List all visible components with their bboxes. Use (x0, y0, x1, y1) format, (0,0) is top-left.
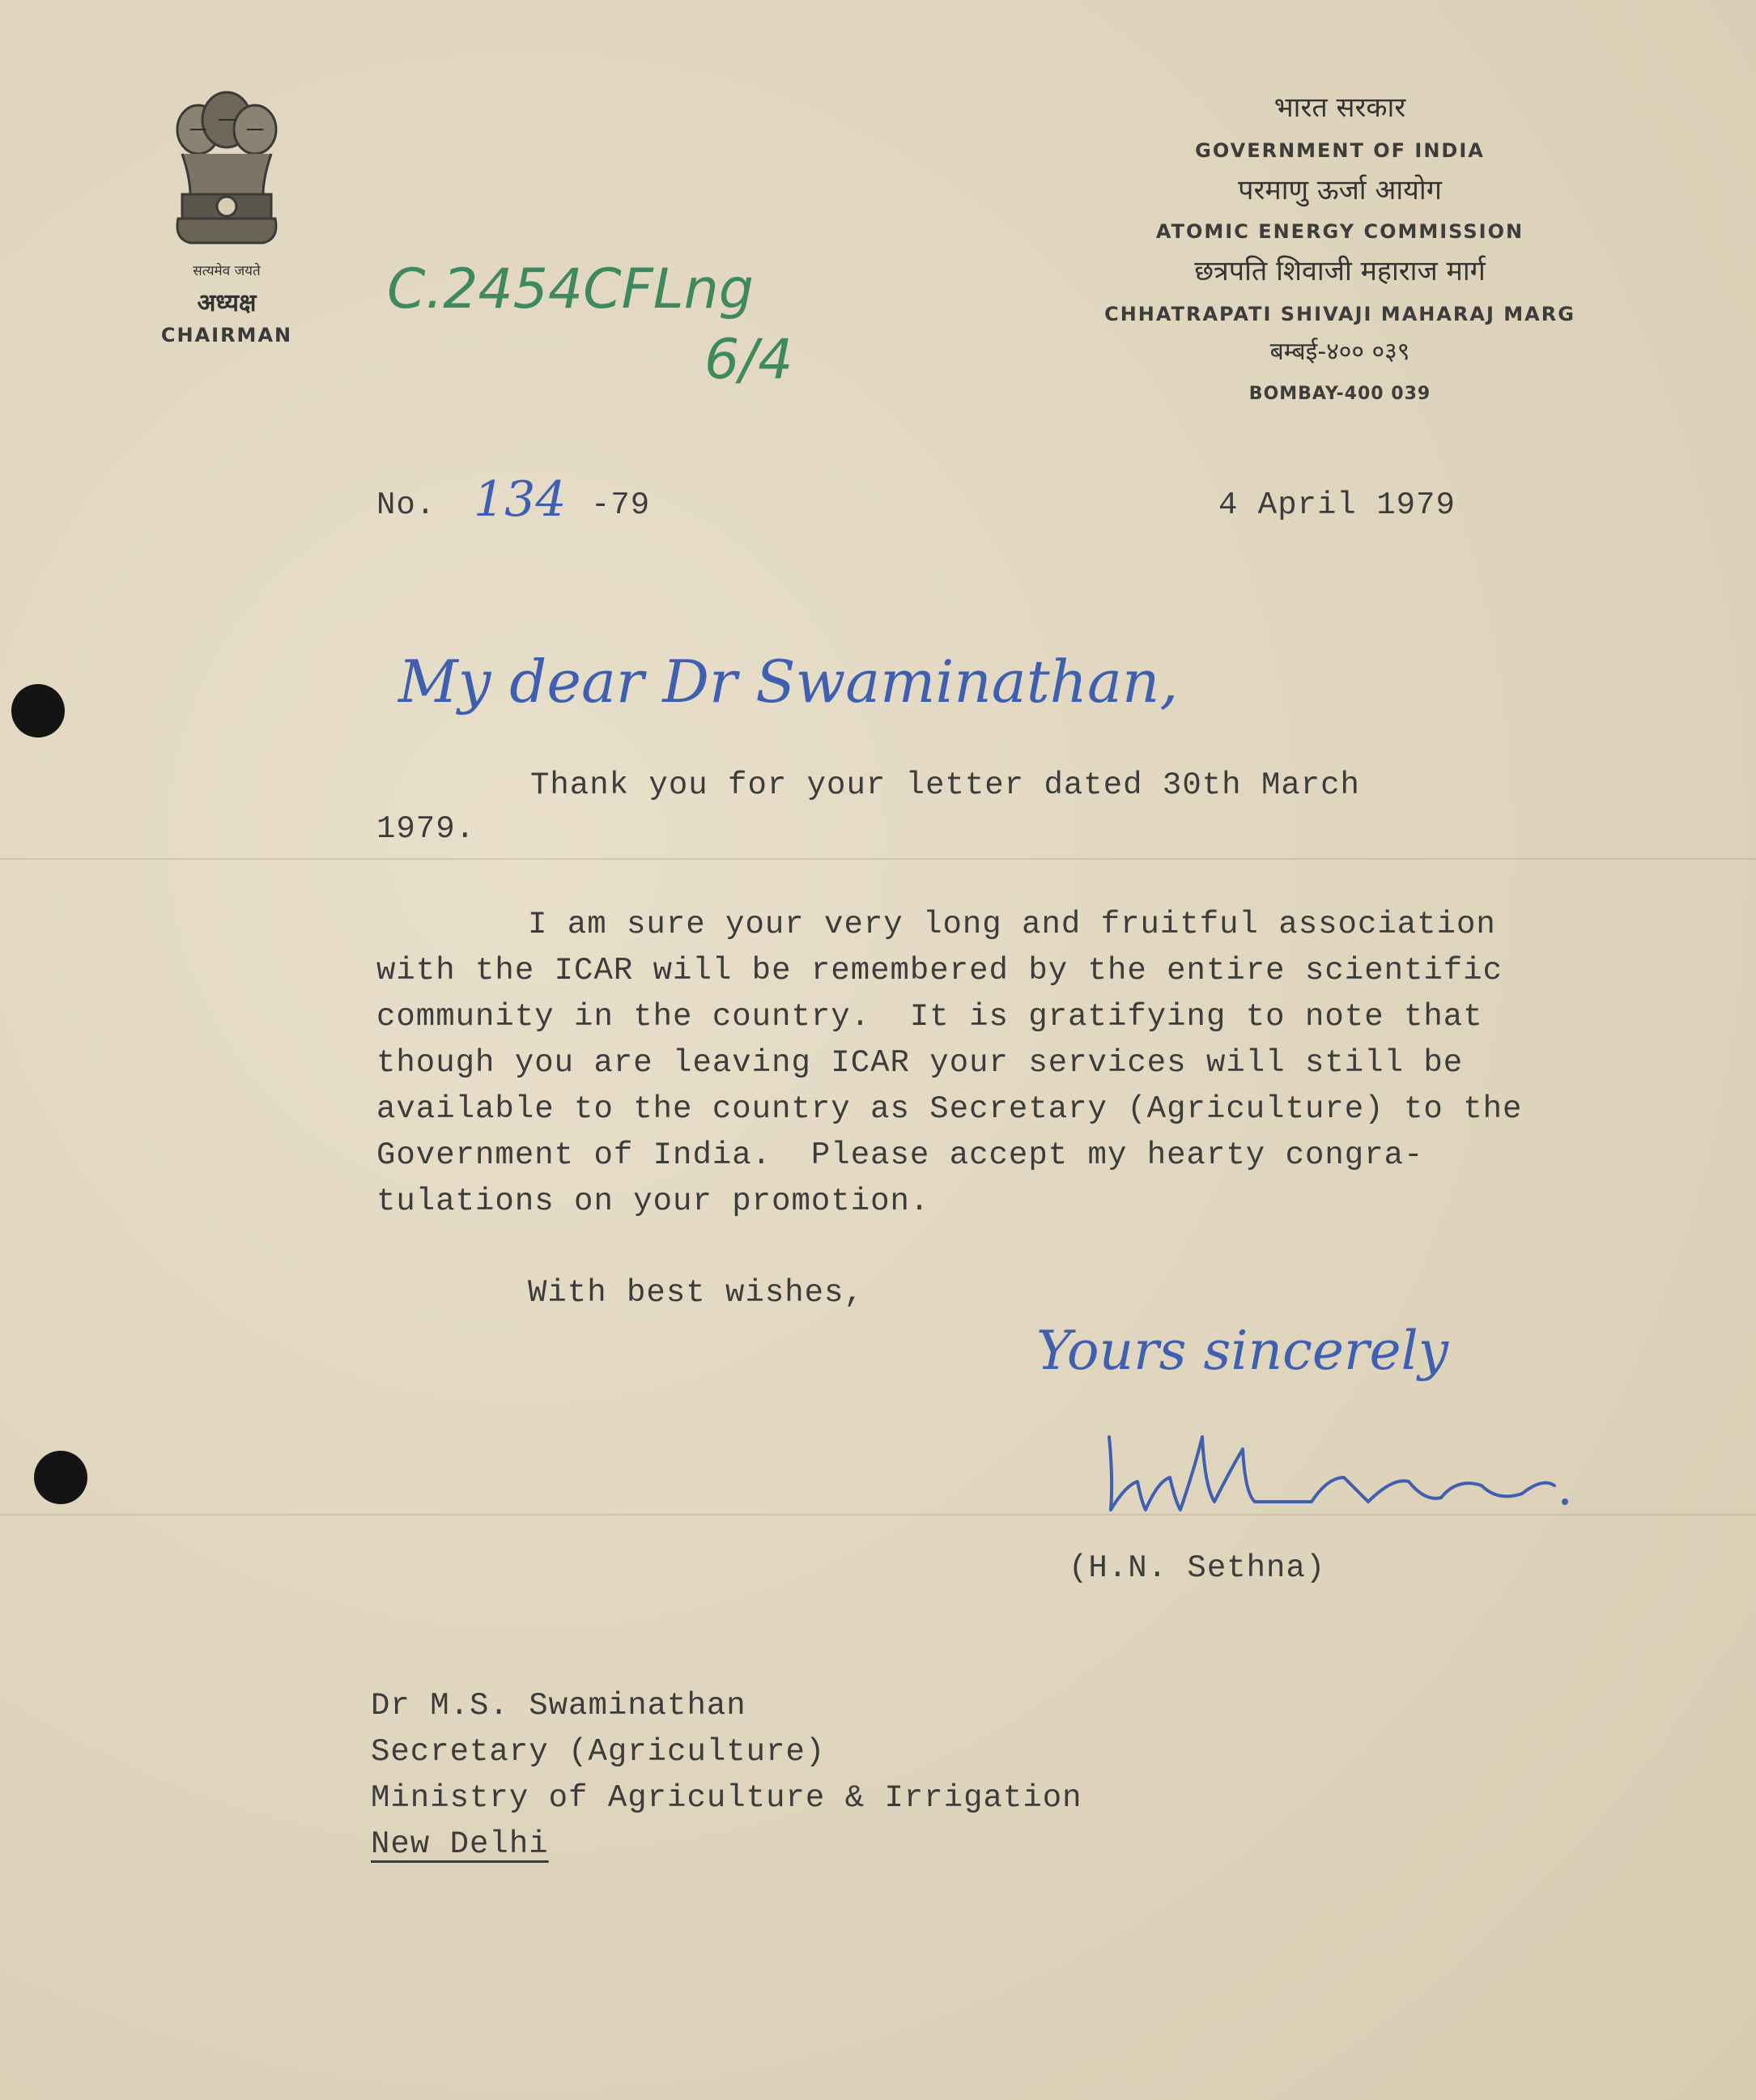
closing-wishes: With best wishes, (528, 1275, 864, 1311)
salutation: My dear Dr Swaminathan, (398, 648, 1179, 716)
city-english: BOMBAY-400 039 (1248, 384, 1431, 404)
reference-number: 134 (474, 471, 567, 528)
filing-annotation-line2: 6/4 (704, 328, 793, 392)
commission-hindi: परमाणु ऊर्जा आयोग (1238, 174, 1442, 206)
reference-prefix: No. (376, 487, 436, 523)
signatory-name: (H.N. Sethna) (1069, 1550, 1326, 1586)
body-paragraph-1-line-1: Thank you for your letter dated 30th March (530, 767, 1360, 803)
body-paragraph-2-line: with the ICAR will be remembered by the entire scientific (376, 953, 1503, 988)
valediction: Yours sincerely (1036, 1320, 1448, 1382)
office-title-hindi: अध्यक्ष (197, 289, 257, 317)
street-hindi: छत्रपति शिवाजी महाराज मार्ग (1194, 255, 1486, 287)
city-hindi: बम्बई-४०० ०३९ (1269, 338, 1410, 366)
body-paragraph-2-line: tulations on your promotion. (376, 1184, 930, 1219)
filing-annotation-line1: C.2454CFLng (387, 257, 754, 321)
body-paragraph-2-line: community in the country. It is gratifying to note that (376, 999, 1483, 1035)
commission-english: ATOMIC ENERGY COMMISSION (1155, 220, 1524, 243)
govt-english: GOVERNMENT OF INDIA (1195, 139, 1485, 162)
govt-hindi: भारत सरकार (1273, 91, 1406, 124)
office-title-english: CHAIRMAN (160, 324, 293, 346)
handwritten-signature (1101, 1421, 1603, 1526)
body-paragraph-2-line: available to the country as Secretary (Agriculture) to the (376, 1091, 1523, 1127)
body-paragraph-2-line: I am sure your very long and fruitful association (528, 907, 1496, 942)
punch-hole (11, 684, 65, 738)
addressee-city: New Delhi (371, 1826, 549, 1862)
lion-capital-emblem-icon (166, 89, 287, 259)
reference-suffix: -79 (591, 487, 651, 523)
addressee-title: Secretary (Agriculture) (371, 1734, 826, 1770)
body-paragraph-2-line: though you are leaving ICAR your services will still be (376, 1045, 1464, 1081)
body-paragraph-2-line: Government of India. Please accept my hearty congra- (376, 1137, 1424, 1173)
emblem-motto: सत्यमेव जयते (193, 263, 261, 279)
addressee-name: Dr M.S. Swaminathan (371, 1688, 746, 1724)
street-english: CHHATRAPATI SHIVAJI MAHARAJ MARG (1104, 303, 1575, 325)
paper-fold (0, 858, 1756, 860)
body-paragraph-1-line-2: 1979. (376, 811, 476, 847)
letter-date: 4 April 1979 (1218, 487, 1456, 523)
addressee-ministry: Ministry of Agriculture & Irrigation (371, 1780, 1082, 1816)
punch-hole (34, 1451, 87, 1504)
